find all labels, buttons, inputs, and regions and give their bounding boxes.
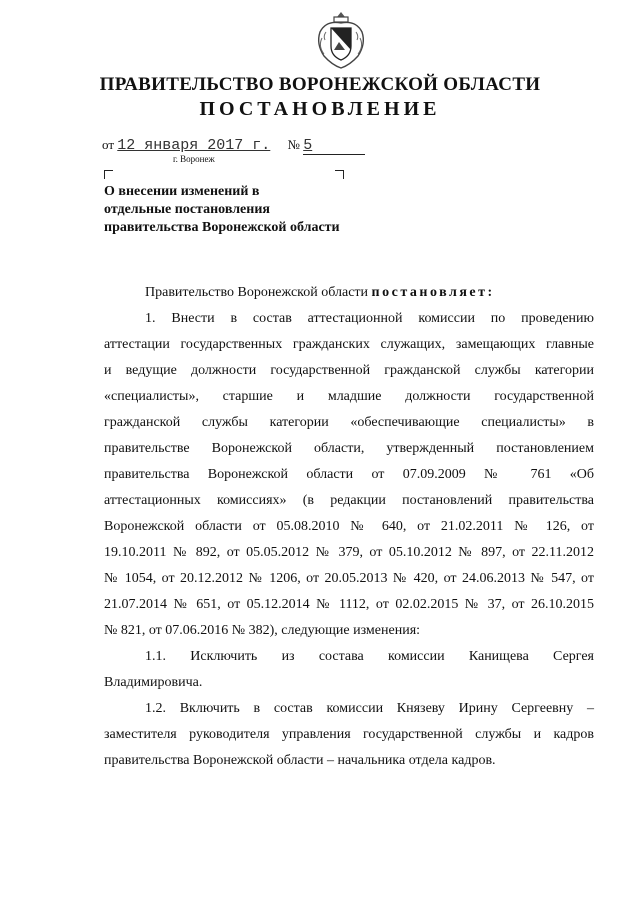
body-line: правительстве Воронежской области, утвержденный постановлением [104, 441, 594, 456]
coat-of-arms-icon [312, 10, 370, 70]
date-prefix: от [102, 137, 115, 152]
body-line: 21.07.2014 № 651, от 05.12.2014 № 1112, от 02.02.2015 № 37, от 26.10.2015 [104, 597, 594, 612]
subject-line: отдельные постановления [104, 202, 270, 217]
body-line: заместителя руководителя управления государственной службы и кадров [104, 727, 594, 742]
document-date: 12 января 2017 г. [117, 137, 271, 154]
body-line: аттестации государственных гражданских служащих, замещающих главные [104, 337, 594, 352]
organization-title: ПРАВИТЕЛЬСТВО ВОРОНЕЖСКОЙ ОБЛАСТИ [99, 74, 541, 95]
document-type-heading: ПОСТАНОВЛЕНИЕ [199, 98, 441, 120]
intro-paragraph [104, 280, 594, 306]
document-number: 5 [303, 137, 365, 155]
number-label: № [287, 137, 300, 152]
city-label: г. Воронеж [173, 154, 215, 164]
body-line: 19.10.2011 № 892, от 05.05.2012 № 379, от 05.10.2012 № 897, от 22.11.2012 [104, 545, 594, 560]
body-line: и ведущие должности государственной гражданской службы категории [104, 363, 594, 378]
body-line: № 1054, от 20.12.2012 № 1206, от 20.05.2013 № 420, от 24.06.2013 № 547, от [104, 571, 594, 586]
body-line: гражданской службы категории «обеспечивающие специалисты» в [104, 415, 594, 430]
body-line: Воронежской области от 05.08.2010 № 640, от 21.02.2011 № 126, от [104, 519, 594, 534]
body-line: 1. Внести в состав аттестационной комиссии по проведению [145, 311, 594, 326]
body-line: 1.1. Исключить из состава комиссии Канищева Сергея [145, 649, 594, 664]
subject-line: правительства Воронежской области [104, 220, 340, 235]
body-line: аттестационных комиссиях» (в редакции постановлений правительства [104, 493, 594, 508]
body-line: Владимировича. [104, 675, 203, 690]
subject-corner-left [104, 170, 113, 179]
body-line: «специалисты», старшие и младшие должности государственной [104, 389, 594, 404]
document-subject [104, 183, 340, 237]
date-number-line [102, 137, 365, 155]
body-line: 1.2. Включить в состав комиссии Князеву Ирину Сергеевну – [145, 701, 594, 716]
body-line: № 821, от 07.06.2016 № 382), следующие изменения: [104, 623, 421, 638]
subject-corner-right [335, 170, 344, 179]
body-line: правительства Воронежской области – начальника отдела кадров. [104, 753, 496, 768]
body-line: правительства Воронежской области от 07.09.2009 № 761 «Об [104, 467, 594, 482]
decree-keyword: постановляет: [371, 285, 495, 300]
document-body [104, 280, 594, 774]
intro-text: Правительство Воронежской области [145, 285, 372, 300]
subject-line: О внесении изменений в [104, 184, 260, 199]
